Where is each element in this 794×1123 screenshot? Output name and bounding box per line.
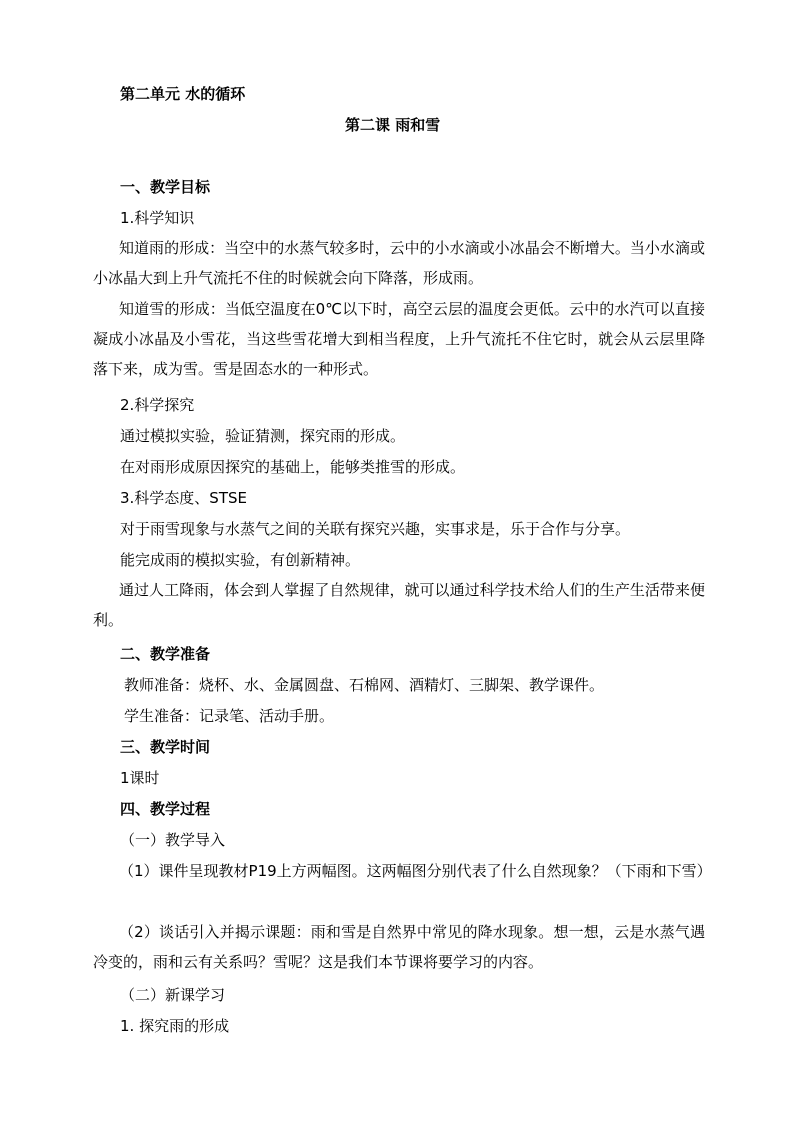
new-lesson-heading: （二）新课学习: [120, 986, 226, 1004]
lesson-title: 第二课 雨和雪: [345, 116, 441, 134]
attitude-item-1: 对于雨雪现象与水蒸气之间的关联有探究兴趣，实事求是，乐于合作与分享。: [120, 520, 631, 538]
time-value: 1课时: [120, 769, 160, 787]
rain-formation-paragraph: 知道雨的形成：当空中的水蒸气较多时，云中的小水滴或小冰晶会不断增大。当小水滴或小冰晶大到上升气流托不住的时候就会向下降落，形成雨。: [93, 239, 705, 287]
student-preparation: 学生准备：记录笔、活动手册。: [124, 707, 335, 725]
snow-formation-paragraph: 知道雪的形成：当低空温度在0℃以下时，高空云层的温度会更低。云中的水汽可以直接凝成小冰晶及小雪花，当这些雪花增大到相当程度，上升气流托不住它时，就会从云层里降落下来，成为雪。雪是固态水的一种形式。: [93, 300, 705, 378]
teacher-preparation: 教师准备：烧杯、水、金属圆盘、石棉网、酒精灯、三脚架、教学课件。: [124, 676, 605, 694]
inquiry-heading: 2.科学探究: [120, 396, 195, 414]
attitude-item-3: 通过人工降雨，体会到人掌握了自然规律，就可以通过科学技术给人们的生产生活带来便利。: [93, 581, 705, 629]
objectives-heading: 一、教学目标: [120, 178, 211, 196]
attitude-heading: 3.科学态度、STSE: [120, 489, 247, 507]
time-heading: 三、教学时间: [120, 738, 211, 756]
new-lesson-item-1: 1. 探究雨的形成: [120, 1017, 230, 1035]
intro-step-1: （1）课件呈现教材P19上方两幅图。这两幅图分别代表了什么自然现象？（下雨和下雪）: [119, 862, 712, 880]
preparation-heading: 二、教学准备: [120, 645, 211, 663]
intro-step-2: （2）谈话引入并揭示课题：雨和雪是自然界中常见的降水现象。想一想，云是水蒸气遇冷变的，雨和云有关系吗？雪呢？这是我们本节课将要学习的内容。: [93, 923, 705, 971]
knowledge-heading: 1.科学知识: [120, 209, 195, 227]
intro-heading: （一）教学导入: [120, 831, 226, 849]
inquiry-item-1: 通过模拟实验，验证猜测，探究雨的形成。: [120, 427, 406, 445]
process-heading: 四、教学过程: [120, 800, 211, 818]
unit-title: 第二单元 水的循环: [120, 85, 246, 103]
inquiry-item-2: 在对雨形成原因探究的基础上，能够类推雪的形成。: [120, 458, 466, 476]
attitude-item-2: 能完成雨的模拟实验，有创新精神。: [120, 551, 361, 569]
